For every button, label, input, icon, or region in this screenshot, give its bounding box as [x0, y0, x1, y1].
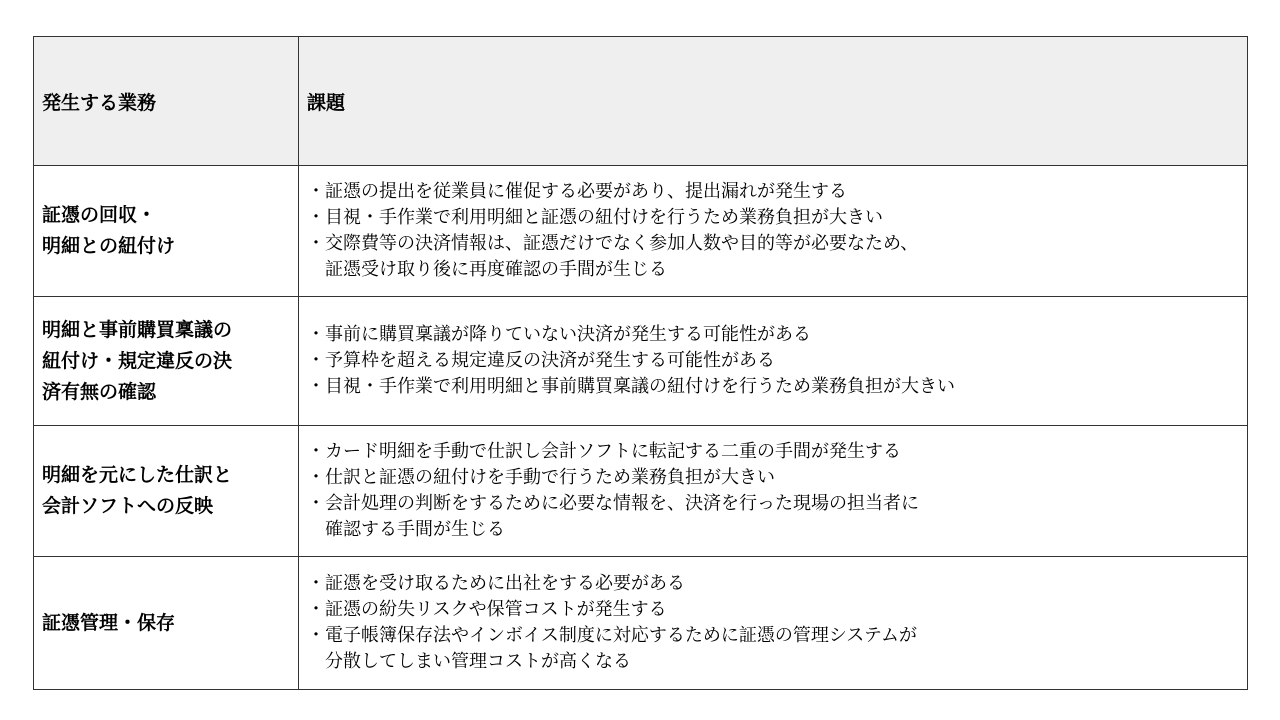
issue-item: ・目視・手作業で利用明細と事前購買稟議の紐付けを行うため業務負担が大きい	[307, 376, 955, 397]
table-row	[34, 426, 1248, 557]
issue-item: ・証憑を受け取るために出社をする必要がある	[307, 573, 685, 594]
header-task: 発生する業務	[34, 37, 299, 166]
issue-item: ・交際費等の決済情報は、証憑だけでなく参加人数や目的等が必要なため、	[307, 233, 919, 254]
issues-cell	[299, 297, 1248, 426]
task-line: 明細を元にした仕訳と	[42, 464, 233, 486]
issue-item-continuation: 証憑受け取り後に再度確認の手間が生じる	[325, 259, 667, 280]
issue-item: ・カード明細を手動で仕訳し会計ソフトに転記する二重の手間が発生する	[307, 441, 901, 462]
table-row	[34, 557, 1248, 690]
issue-item: ・目視・手作業で利用明細と証憑の紐付けを行うため業務負担が大きい	[307, 207, 883, 228]
task-line: 明細と事前購買稟議の	[42, 318, 233, 341]
issue-item: ・事前に購買稟議が降りていない決済が発生する可能性がある	[307, 324, 811, 345]
issue-item-continuation: 分散してしまい管理コストが高くなる	[325, 651, 631, 672]
header-issues: 課題	[299, 37, 1248, 166]
task-cell	[34, 166, 299, 297]
issues-cell	[299, 166, 1248, 297]
task-line: 明細との紐付け	[42, 235, 176, 257]
table-row	[34, 297, 1248, 426]
task-line: 会計ソフトへの反映	[42, 495, 214, 517]
table-header-row	[34, 37, 1248, 166]
issue-item: ・証憑の提出を従業員に催促する必要があり、提出漏れが発生する	[307, 181, 847, 202]
task-cell	[34, 297, 299, 426]
table-row	[34, 166, 1248, 297]
business-tasks-table	[33, 36, 1248, 690]
issue-item: ・仕訳と証憑の紐付けを手動で行うため業務負担が大きい	[307, 467, 775, 488]
task-cell	[34, 557, 299, 690]
task-line: 証憑の回収・	[42, 204, 157, 226]
issues-cell	[299, 426, 1248, 557]
issues-cell	[299, 557, 1248, 690]
issue-item-continuation: 確認する手間が生じる	[325, 519, 505, 540]
task-line: 証憑管理・保存	[42, 611, 176, 634]
task-line: 済有無の確認	[42, 380, 157, 403]
task-cell	[34, 426, 299, 557]
task-line: 紐付け・規定違反の決	[42, 349, 233, 372]
issue-item: ・会計処理の判断をするために必要な情報を、決済を行った現場の担当者に	[307, 493, 919, 514]
issue-item: ・電子帳簿保存法やインボイス制度に対応するために証憑の管理システムが	[307, 625, 918, 646]
issue-item: ・予算枠を超える規定違反の決済が発生する可能性がある	[307, 350, 775, 371]
issue-item: ・証憑の紛失リスクや保管コストが発生する	[307, 599, 667, 620]
